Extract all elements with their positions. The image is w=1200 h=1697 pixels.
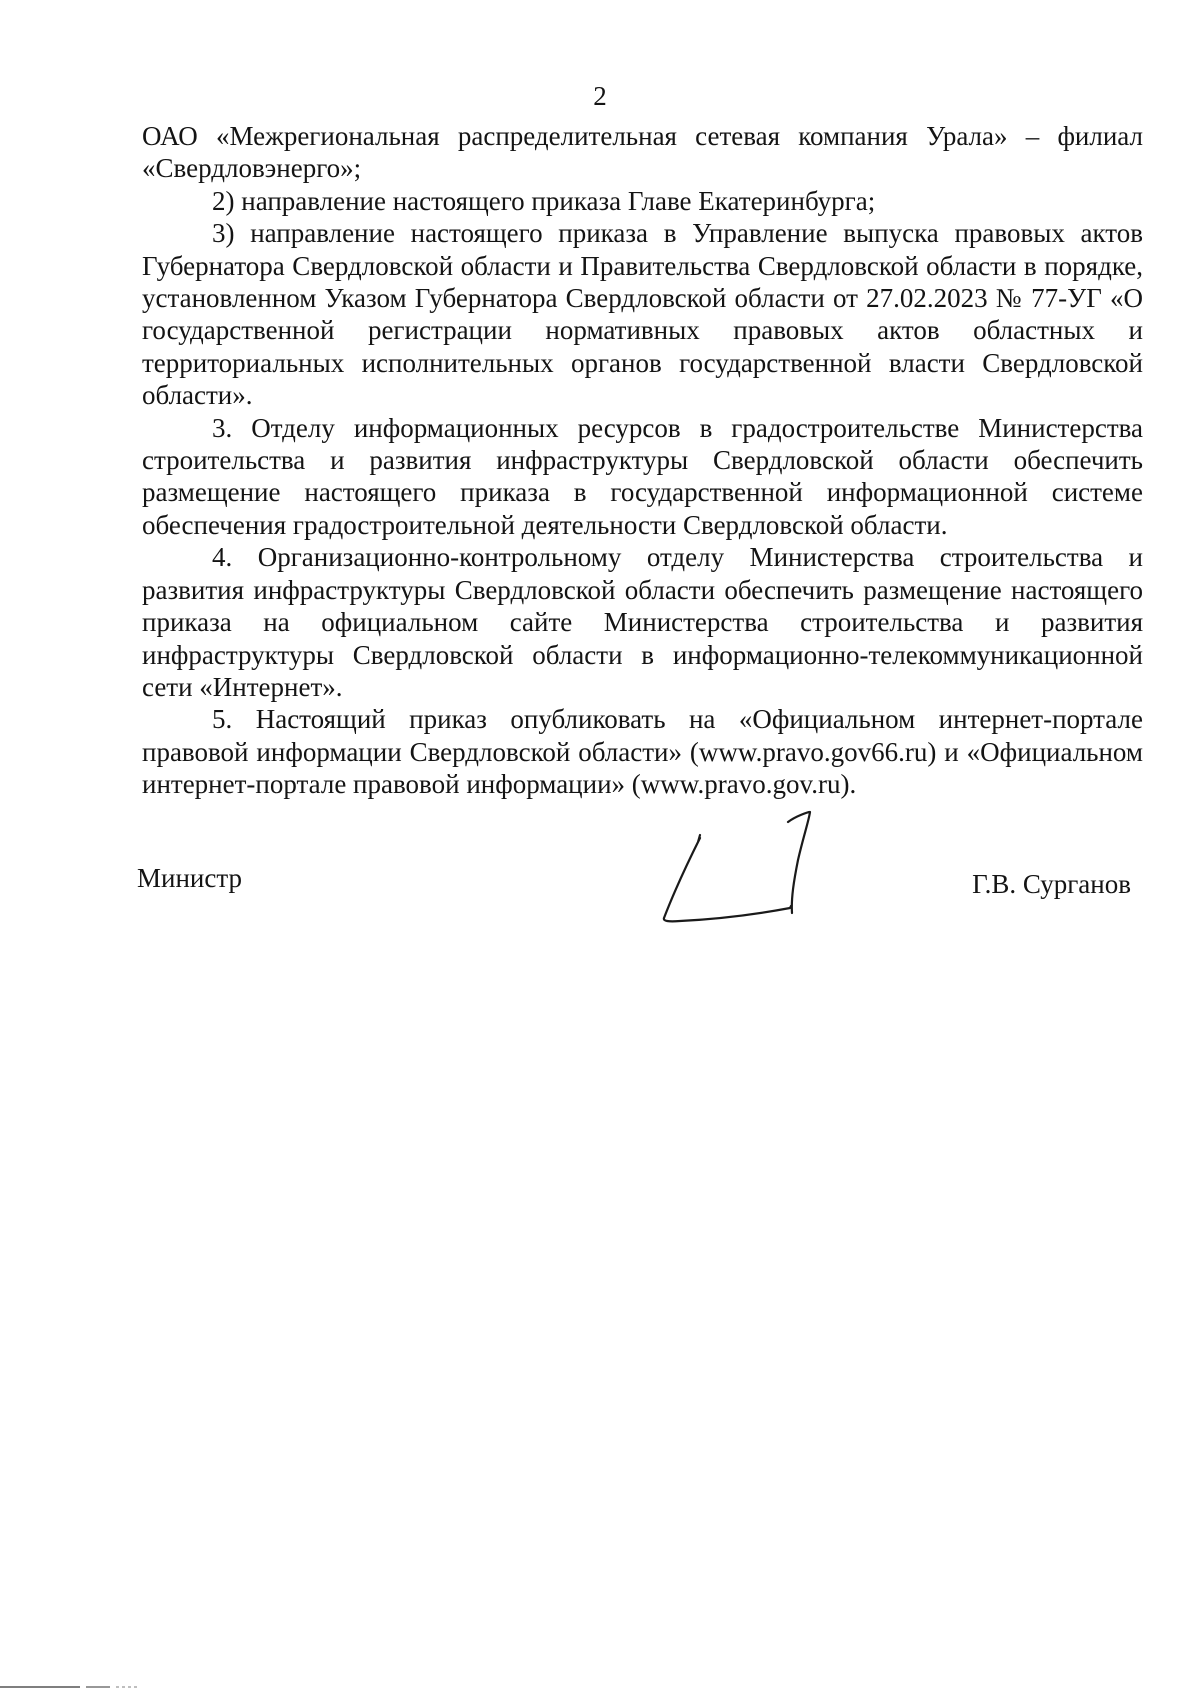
scan-artifact <box>0 1685 150 1689</box>
signatory-name: Г.В. Сурганов <box>972 869 1131 899</box>
signatory-title: Министр <box>137 863 242 893</box>
paragraph-item-3: 3) направление настоящего приказа в Управление выпуска правовых актов Губернатора Свердловской области и Правительства Свердловской области в порядке, установленном Указом Губернатора Свердловской области от 27.02.2023 № 77-УГ «О государственной регистрации нормативных правовых актов областных и территориальных исполнительных органов государственной власти Свердловской области». <box>142 218 1143 411</box>
paragraph-section-4: 4. Организационно-контрольному отделу Министерства строительства и развития инфраструктуры Свердловской области обеспечить размещение настоящего приказа на официальном сайте Министерства строительства и развития инфраструктуры Свердловской области в информационно-телекоммуникационной сети «Интернет». <box>142 542 1143 702</box>
paragraph-continuation: ОАО «Межрегиональная распределительная сетевая компания Урала» – филиал «Свердловэнерго»; <box>142 121 1143 184</box>
paragraph-section-5: 5. Настоящий приказ опубликовать на «Официальном интернет-портале правовой информации Свердловской области» (www.pravo.gov66.ru) и «Официальном интернет-портале правовой информации» (www.pravo.gov.ru). <box>142 704 1143 800</box>
paragraph-section-3: 3. Отделу информационных ресурсов в градостроительстве Министерства строительства и развития инфраструктуры Свердловской области обеспечить размещение настоящего приказа в государственной информационной системе обеспечения градостроительной деятельности Свердловской области. <box>142 412 1143 540</box>
paragraph-item-2: 2) направление настоящего приказа Главе Екатеринбурга; <box>212 185 876 216</box>
handwritten-signature <box>640 800 840 930</box>
document-body <box>142 120 1143 801</box>
page-number: 2 <box>593 81 607 111</box>
signature-block <box>0 800 1200 940</box>
